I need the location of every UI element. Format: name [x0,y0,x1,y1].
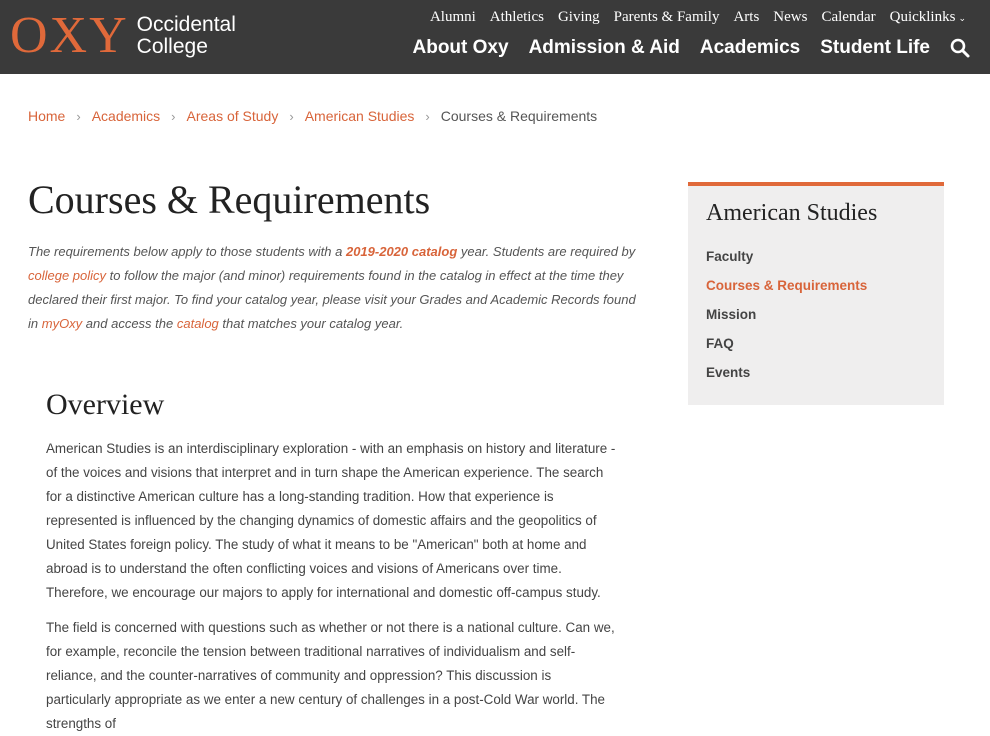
main-nav [413,37,971,59]
util-nav-calendar[interactable]: Calendar [821,9,876,25]
util-nav-parents-family[interactable]: Parents & Family [613,9,720,25]
section-sidebar [688,182,944,405]
overview-paragraph-2: The field is concerned with questions such as whether or not there is a national culture. Can we, for example, reconcile the tension between traditional narratives of individualism and self-reliance, and the counter-narratives of community and oppression? This discussion is particularly appropriate as we enter a new century of challenges in a post-Cold War world. The strengths of [46,620,615,731]
search-icon[interactable] [950,38,970,58]
college-policy-link[interactable]: college policy [28,268,107,283]
chevron-down-icon: ⌄ [958,13,966,23]
sidebar-nav [706,249,867,394]
overview-heading: Overview [46,388,165,421]
myoxy-link[interactable]: myOxy [41,316,83,331]
chevron-right-icon: › [289,108,294,124]
intro-text-5: that matches your catalog year. [218,316,404,331]
util-nav-athletics[interactable]: Athletics [489,9,544,25]
logo-college-line2: College [136,35,208,58]
intro-text-4: and access the [82,316,177,331]
sidebar-item-faq[interactable]: FAQ [706,336,734,351]
breadcrumb-home[interactable]: Home [28,108,66,124]
intro-text-1: The requirements below apply to those students with a [28,244,346,259]
breadcrumb-areas-of-study[interactable]: Areas of Study [186,108,279,124]
catalog-intro [28,240,640,336]
overview-paragraph-1: American Studies is an interdisciplinary exploration - with an emphasis on history and literature - of the voices and visions that interpret and in turn shape the American experience. The search for a distinctive American culture has a long-standing tradition. How that experience is represented is influenced by the changing dynamics of domestic affairs and the geopolitics of United States foreign policy. The study of what it means to be "American" both at home and abroad is to understand the often conflicting voices and visions of Americans over time. Therefore, we encourage our majors to apply for international and domestic off-campus study. [46,441,616,600]
catalog-year-link[interactable]: 2019-2020 catalog [345,244,458,259]
utility-nav [430,9,966,26]
sidebar-item-events[interactable]: Events [706,365,751,380]
util-nav-quicklinks[interactable] [890,9,966,26]
main-nav-admission-aid[interactable]: Admission & Aid [528,37,680,58]
main-nav-academics[interactable]: Academics [699,37,801,58]
quicklinks-label: Quicklinks [889,9,956,25]
sidebar-title: American Studies [706,200,878,226]
util-nav-giving[interactable]: Giving [557,9,600,25]
site-logo[interactable] [10,7,236,64]
page-title: Courses & Requirements [28,177,431,222]
main-nav-student-life[interactable]: Student Life [820,37,930,58]
sidebar-item-courses-requirements[interactable]: Courses & Requirements [706,278,868,293]
chevron-right-icon: › [425,108,430,124]
catalog-link[interactable]: catalog [176,316,219,331]
breadcrumb [28,108,597,124]
chevron-right-icon: › [171,108,176,124]
breadcrumb-academics[interactable]: Academics [91,108,161,124]
util-nav-arts[interactable]: Arts [733,9,760,25]
util-nav-alumni[interactable]: Alumni [429,9,476,25]
logo-college-name [137,14,236,58]
site-header [0,0,990,74]
intro-text-2: year. Students are required by [457,244,636,259]
logo-college-line1: Occidental [136,13,236,36]
breadcrumb-american-studies[interactable]: American Studies [304,108,415,124]
breadcrumb-current: Courses & Requirements [440,108,598,124]
intro-text-3: to follow the major (and minor) requirements found in the catalog in effect at the time they declared their first major. To find your catalog year, please visit your Grades and Academic Records found in [28,268,636,331]
sidebar-item-mission[interactable]: Mission [706,307,757,322]
logo-oxy-wordmark: OXY [10,7,129,64]
sidebar-item-faculty[interactable]: Faculty [706,249,754,264]
main-nav-about-oxy[interactable]: About Oxy [412,37,509,58]
chevron-right-icon: › [76,108,81,124]
util-nav-news[interactable]: News [773,9,808,25]
